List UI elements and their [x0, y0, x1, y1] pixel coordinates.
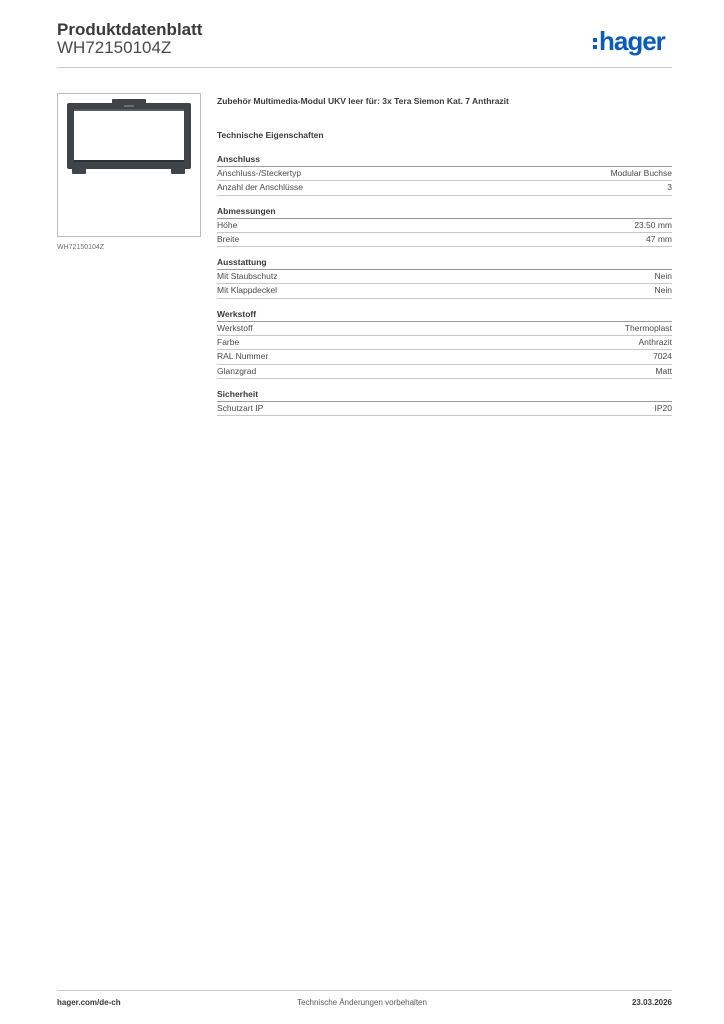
property-row [217, 322, 672, 336]
product-image-frame [57, 93, 201, 237]
property-row [217, 167, 672, 181]
module-top-tab [112, 99, 146, 105]
footer-website-link[interactable]: hager.com/de-ch [57, 998, 121, 1007]
footer-notice: Technische Änderungen vorbehalten [297, 998, 427, 1007]
footer-date: 23.03.2026 [631, 998, 672, 1007]
property-row [217, 270, 672, 284]
property-label: Anschluss-/Steckertyp [217, 168, 302, 178]
property-value: 23.50 mm [634, 219, 672, 230]
property-row [217, 219, 672, 233]
property-value: Nein [654, 271, 672, 282]
footer-divider [57, 990, 672, 991]
logo-colon-icon [593, 38, 597, 49]
section-sicherheit [217, 388, 672, 416]
property-label: Breite [217, 233, 240, 244]
product-code: WH72150104Z [57, 38, 172, 57]
section-heading: Ausstattung [217, 256, 672, 270]
module-frame-opening [74, 111, 184, 162]
header-divider [57, 67, 672, 68]
property-label: Schutzart IP [217, 402, 264, 413]
property-value: Matt [655, 365, 672, 376]
document-title: Produktdatenblatt [57, 20, 203, 39]
hager-logo[interactable] [593, 26, 665, 56]
module-foot-left [72, 168, 86, 174]
property-label: Höhe [217, 219, 238, 230]
property-row [217, 365, 672, 379]
property-label: Glanzgrad [217, 365, 257, 376]
module-foot-right [171, 168, 185, 174]
property-row [217, 284, 672, 298]
property-label: RAL Nummer [217, 351, 269, 362]
property-value: Modular Buchse [610, 168, 672, 178]
section-heading: Sicherheit [217, 388, 672, 402]
property-label: Anzahl der Anschlüsse [217, 182, 303, 193]
property-value: Thermoplast [624, 322, 672, 333]
product-details [217, 96, 672, 416]
section-heading: Werkstoff [217, 308, 672, 322]
product-description: Zubehör Multimedia-Modul UKV leer für: 3x Tera Siemon Kat. 7 Anthrazit [217, 96, 509, 106]
property-label: Werkstoff [217, 322, 253, 333]
property-label: Mit Klappdeckel [217, 285, 278, 296]
property-row [217, 350, 672, 364]
section-heading: Anschluss [217, 153, 672, 167]
product-image [58, 94, 200, 236]
properties-title: Technische Eigenschaften [217, 130, 324, 140]
property-row [217, 233, 672, 247]
section-anschluss [217, 153, 672, 196]
logo-wordmark: hager [599, 26, 665, 56]
section-ausstattung [217, 256, 672, 299]
property-row [217, 181, 672, 195]
section-werkstoff [217, 308, 672, 379]
property-label: Mit Staubschutz [217, 271, 278, 282]
property-value: Nein [654, 285, 672, 296]
property-label: Farbe [217, 337, 240, 348]
property-row [217, 336, 672, 350]
property-value: 3 [667, 182, 672, 193]
property-value: Anthrazit [638, 337, 672, 348]
section-abmessungen [217, 205, 672, 248]
property-row [217, 402, 672, 416]
property-value: 7024 [653, 351, 672, 362]
property-value: IP20 [654, 402, 672, 413]
property-value: 47 mm [646, 233, 672, 244]
section-heading: Abmessungen [217, 205, 672, 219]
product-image-caption: WH72150104Z [57, 244, 105, 251]
